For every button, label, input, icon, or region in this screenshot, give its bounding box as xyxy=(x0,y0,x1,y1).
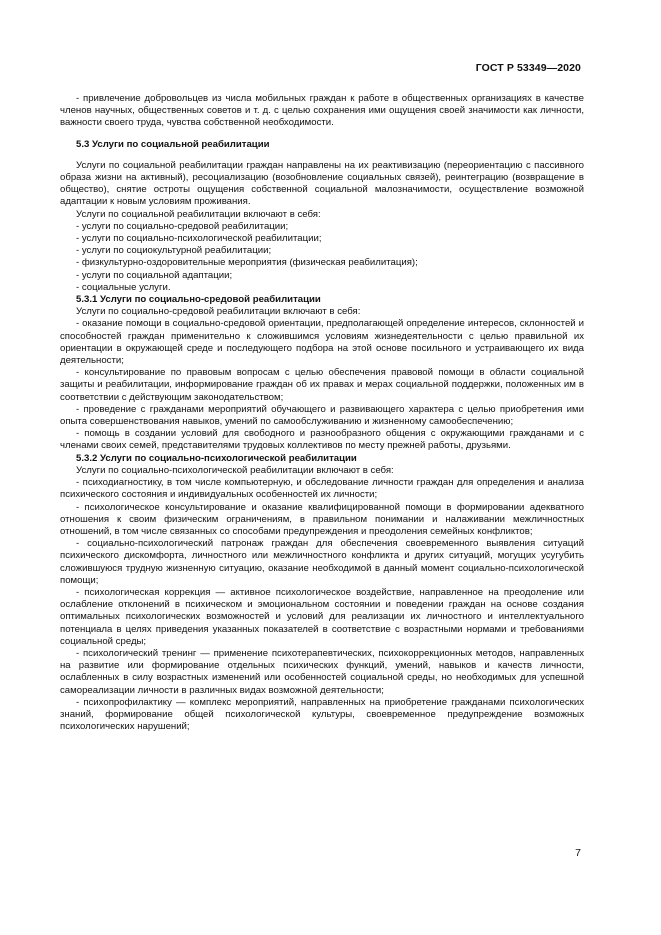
list-item: - проведение с гражданами мероприятий обучающего и развивающего характера с целью приобретения ими опыта совершенствования навыков, умений по самообслуживанию и жизненному самообеспечению; xyxy=(60,403,584,428)
paragraph: Услуги по социально-психологической реабилитации включают в себя: xyxy=(76,464,394,476)
list-item: - физкультурно-оздоровительные мероприятия (физическая реабилитация); xyxy=(76,257,418,269)
list-item: - консультирование по правовым вопросам с целью обеспечения правовой помощи в области социальной защиты и реабилитации, информирование граждан об их правах и мерах социальной поддержки, положенных им в соответствии с действующим законодательством; xyxy=(60,367,584,403)
paragraph: Услуги по социальной реабилитации включают в себя: xyxy=(76,208,321,220)
paragraph: Услуги по социальной реабилитации граждан направлены на их реактивизацию (переориентацию с пассивного образа жизни на активный), ресоциализацию (возобновление социальных связей), реинтеграцию (возвращение в общество), снятие остроты ощущения собственной социальной малозначимости, осуществление возможной адаптации к новым условиям проживания. xyxy=(60,159,584,208)
list-item: - помощь в создании условий для свободного и разнообразного общения с окружающими гражданами и с членами своих семей, представителями трудовых коллективов по месту прежней работы, друзьями. xyxy=(60,428,584,452)
list-item: - социальные услуги. xyxy=(76,281,171,293)
paragraph: - привлечение добровольцев из числа мобильных граждан к работе в общественных организациях в качестве членов научных, общественных советов и т. д. с целью сохранения ими ощущения своей значимости как личности, важности своего труда, чувства собственной необходимости. xyxy=(60,93,584,129)
list-item: - психопрофилактику — комплекс мероприятий, направленных на приобретение гражданами психологических знаний, формирование общей психологической культуры, своевременное предупреждение возможных психологических нарушений; xyxy=(60,696,584,733)
list-item: - услуги по социально-психологической реабилитации; xyxy=(76,233,322,245)
document-header: ГОСТ Р 53349—2020 xyxy=(475,62,581,74)
section-heading: 5.3 Услуги по социальной реабилитации xyxy=(76,138,270,150)
list-item: - услуги по социальной адаптации; xyxy=(76,269,233,281)
paragraph: Услуги по социально-средовой реабилитации включают в себя: xyxy=(76,306,361,318)
list-item: - психодиагностику, в том числе компьютерную, и обследование личности граждан для определения и анализа психического состояния и индивидуальных особенностей их личности; xyxy=(60,477,584,501)
list-item: - психологическое консультирование и оказание квалифицированной помощи в формировании адекватного отношения к своим физическим ограничениям, в правильном понимании и налаживании межличностных отношений, в том числе связанных со способами предупреждения и преодоления семейных конфликтов; xyxy=(60,501,584,537)
list-item: - услуги по социально-средовой реабилитации; xyxy=(76,220,289,232)
subsection-heading: 5.3.1 Услуги по социально-средовой реабилитации xyxy=(76,294,321,306)
subsection-heading: 5.3.2 Услуги по социально-психологической реабилитации xyxy=(76,452,357,464)
list-item: - психологическая коррекция — активное психологическое воздействие, направленное на преодоление или ослабление отклонений в психическом и эмоциональном состоянии и поведении граждан на основе создания оптимальных психологических возможностей и условий для реализации их личностного и интеллектуального потенциала в целях приведения указанных показателей в соответствие с возрастными нормами и требованиями социальной среды; xyxy=(60,586,584,647)
list-item: - психологический тренинг — применение психотерапевтических, психокоррекционных методов, направленных на развитие или формирование отдельных психических функций, умений, навыков и качеств личности, ослабленных в силу возрастных изменений или особенностей социальной среды, но необходимых для успешной самореализации личности в различных видах возможной деятельности; xyxy=(60,647,584,696)
list-item: - оказание помощи в социально-средовой ориентации, предполагающей определение интересов, склонностей и способностей граждан применительно к сложившимся условиям жизнедеятельности с целью правильной их ориентации в окружающей среде и последующего подбора на этой основе посильного и устраивающего их вида деятельности; xyxy=(60,318,584,367)
document-body xyxy=(60,93,584,733)
list-item: - социально-психологический патронаж граждан для обеспечения своевременного выявления ситуаций психического дискомфорта, личностного или межличностного конфликта и других ситуаций, могущих усугубить сложившуюся трудную жизненную ситуацию, оказание необходимой в данный момент социально-психологической помощи; xyxy=(60,538,584,586)
page-number: 7 xyxy=(575,847,581,859)
list-item: - услуги по социокультурной реабилитации; xyxy=(76,245,272,257)
